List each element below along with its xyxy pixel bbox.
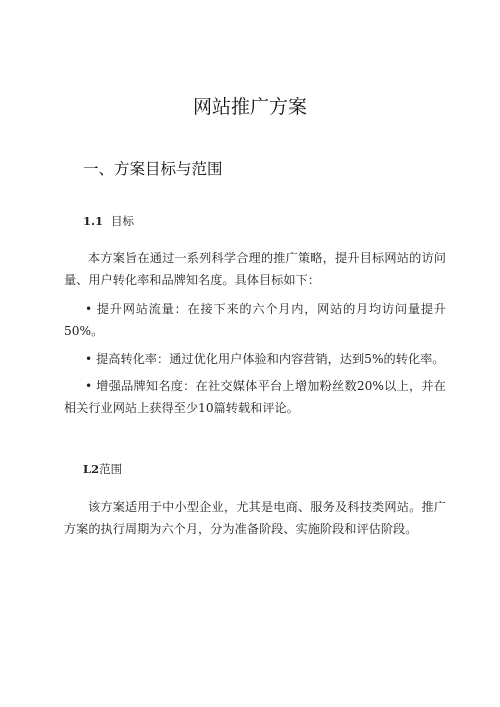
subsection-number: 1.1: [83, 214, 104, 228]
subsection-number: L2: [83, 462, 100, 476]
goal-intro-paragraph: 本方案旨在通过一系列科学合理的推广策略，提升目标网站的访问量、用户转化率和品牌知名度。具体目标如下：: [64, 251, 446, 287]
subsection-heading-scope: [83, 461, 122, 477]
section-heading: 一、方案目标与范围: [83, 160, 223, 178]
subsection-heading-goal: [83, 213, 134, 229]
subsection-label: 目标: [111, 214, 135, 228]
goal-bullet-traffic: • 提升网站流量：在接下来的六个月内，网站的月均访问量提升50%。: [64, 302, 446, 338]
goal-bullet-brand: • 增强品牌知名度：在社交媒体平台上增加粉丝数20%以上，并在相关行业网站上获得至少10篇转载和评论。: [64, 379, 446, 415]
document-title: 网站推广方案: [192, 96, 307, 118]
subsection-label: 范围: [99, 462, 123, 476]
goal-bullet-conversion: • 提高转化率：通过优化用户体验和内容营销，达到5%的转化率。: [85, 352, 445, 366]
scope-paragraph: 该方案适用于中小型企业，尤其是电商、服务及科技类网站。推广方案的执行周期为六个月，分为准备阶段、实施阶段和评估阶段。: [64, 500, 446, 536]
